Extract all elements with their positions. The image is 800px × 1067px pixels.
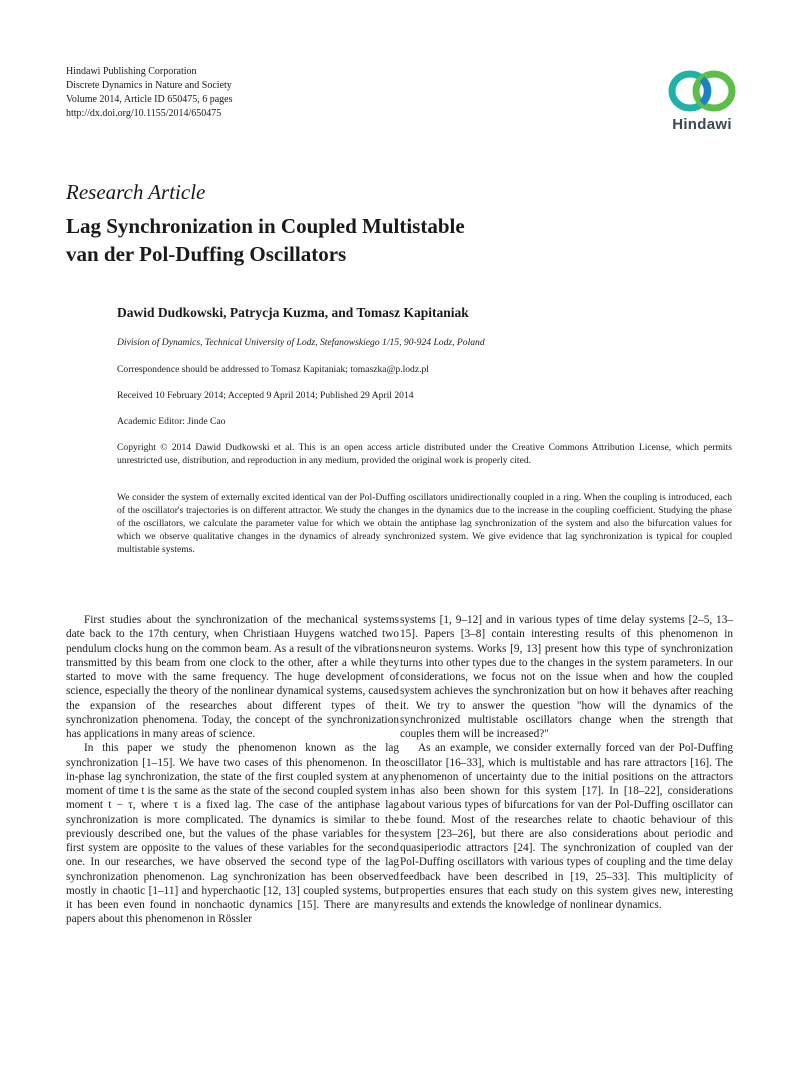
article-type: Research Article <box>66 180 206 204</box>
author-list: Dawid Dudkowski, Patrycja Kuzma, and Tomasz Kapitaniak <box>117 305 469 320</box>
journal-name: Discrete Dynamics in Nature and Society <box>66 80 232 91</box>
paragraph: As an example, we consider externally forced van der Pol-Duffing oscillator [16–33], which is multistable and has rare attractors [16]. The phenomenon of uncertainty due to the initial positions on the attractors has also been shown for this system [17]. In [18–22], considerations about various types of bifurcations for van der Pol-Duffing oscillator can be found. Most of the researches relate to chaotic behaviour of this system [23–26], but there are also considerations about periodic and quasiperiodic attractors [24]. The synchronization of coupled van der Pol-Duffing oscillators with various types of coupling and the time delay feedback have been described in [19, 25–33]. This multiplicity of properties ensures that each study on this system gives new, interesting results and extends the knowledge of nonlinear dynamics. <box>400 742 733 911</box>
volume-info: Volume 2014, Article ID 650475, 6 pages <box>66 94 233 105</box>
logo-wordmark: Hindawi <box>672 116 732 133</box>
paragraph: First studies about the synchronization of the mechanical systems date back to the 17th century, when Christiaan Huygens watched two pendulum clocks hung on the common beam. As a result of the vibrations transmitted by this beam from one clock to the other, after a while they started to move with the same frequency. The huge development of science, especially the theory of the nonlinear dynamical systems, caused the expansion of the researches about different types of the synchronization phenomena. Today, the concept of the synchronization has applications in many areas of science. <box>66 614 399 740</box>
journal-header <box>66 65 232 121</box>
title-line-1: Lag Synchronization in Coupled Multistable <box>66 214 465 238</box>
article-title <box>66 212 686 268</box>
doi-link[interactable]: http://dx.doi.org/10.1155/2014/650475 <box>66 108 222 119</box>
paragraph: In this paper we study the phenomenon known as the lag synchronization [1–15]. We have two cases of this phenomenon. In the in-phase lag synchronization, the state of the first coupled system at any moment of time t is the same as the state of the second coupled system in moment t − τ, where τ is a fixed lag. The case of the antiphase lag synchronization is more complicated. The dynamics is similar to the previously described one, but the values of the phase variables for the first system are opposite to the values of these variables for the second one. In our researches, we have observed the second type of the lag synchronization phenomenon. Lag synchronization has been observed mostly in chaotic [1–11] and hyperchaotic [12, 13] coupled systems, but it has been even found in nonchaotic dynamics [15]. There are many papers about this phenomenon in Rössler <box>66 742 399 926</box>
body-column-right <box>400 613 733 912</box>
hindawi-logo-mark <box>662 66 742 116</box>
correspondence: Correspondence should be addressed to Tomasz Kapitaniak; tomaszka@p.lodz.pl <box>117 364 429 375</box>
abstract: We consider the system of externally excited identical van der Pol-Duffing oscillators unidirectionally coupled in a ring. When the coupling is introduced, each of the oscillator's trajectories is on different attractor. We study the changes in the dynamics due to the increase in the coupling coefficient. Studying the phase of the oscillators, we calculate the parameter value for which we obtain the antiphase lag synchronization of the system and also the bifurcation values for which we observe qualitative changes in the dynamics of already synchronized system. We give evidence that lag synchronization is typical for coupled multistable systems. <box>117 492 732 555</box>
body-column-left <box>66 613 399 927</box>
publication-dates: Received 10 February 2014; Accepted 9 April 2014; Published 29 April 2014 <box>117 390 414 401</box>
hindawi-logo <box>662 66 742 136</box>
paragraph: systems [1, 9–12] and in various types of time delay systems [2–5, 13–15]. Papers [3–8] contain interesting results of this phenomenon in neuron systems. Works [9, 13] present how this type of synchronization turns into other types due to the changes in the system parameters. In our considerations, we focus not on the issue when and how the coupled system achieves the synchronization but on how it behaves after reaching it. We try to answer the question "how will the dynamics of the synchronized multistable oscillators change when the strength that couples them will be increased?" <box>400 614 733 740</box>
copyright-notice: Copyright © 2014 Dawid Dudkowski et al. This is an open access article distributed under the Creative Commons Attribution License, which permits unrestricted use, distribution, and reproduction in any medium, provided the original work is properly cited. <box>117 442 732 466</box>
affiliation: Division of Dynamics, Technical University of Lodz, Stefanowskiego 1/15, 90-924 Lodz, Poland <box>117 337 485 348</box>
title-line-2: van der Pol-Duffing Oscillators <box>66 242 347 266</box>
academic-editor: Academic Editor: Jinde Cao <box>117 416 226 427</box>
publisher-name: Hindawi Publishing Corporation <box>66 66 197 77</box>
